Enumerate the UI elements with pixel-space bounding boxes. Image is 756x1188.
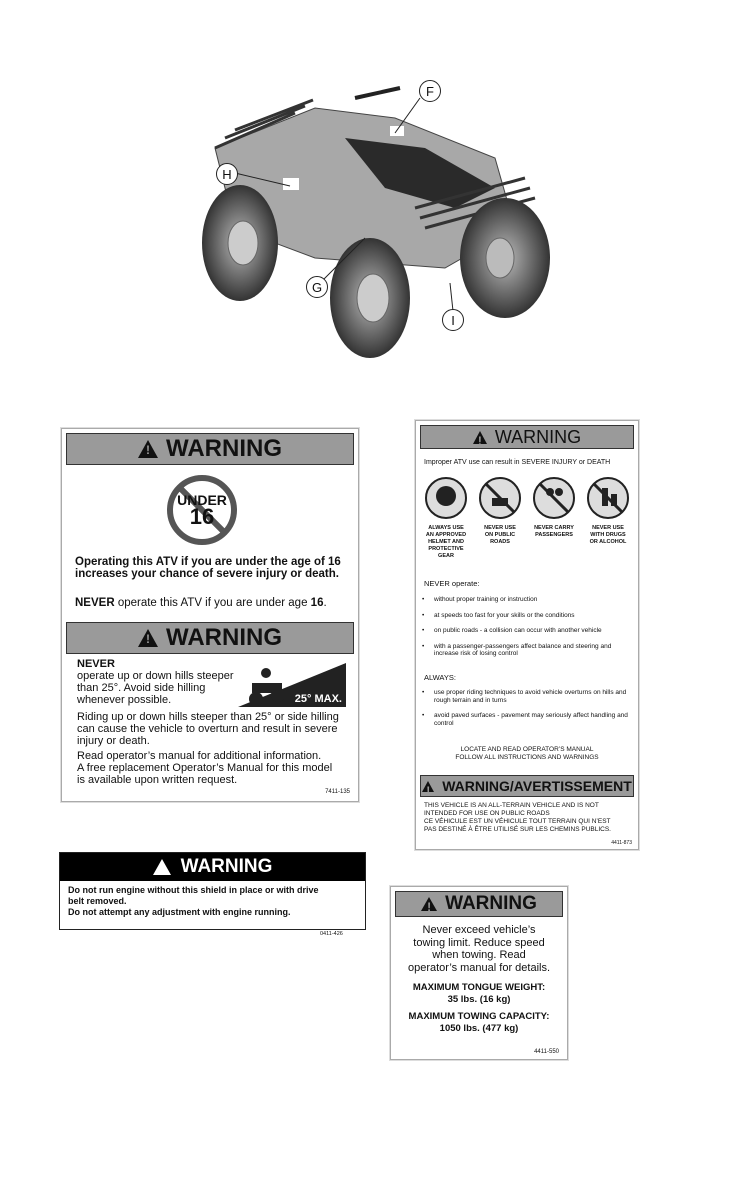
bilingual-line: INTENDED FOR USE ON PUBLIC ROADS [424,810,550,817]
always-list [420,689,632,735]
locate-line: FOLLOW ALL INSTRUCTIONS AND WARNINGS [455,753,599,761]
age-number: 16 [189,504,215,529]
part-number: 7411-135 [325,789,350,795]
hill-paragraph [77,711,339,747]
under-text: UNDER [177,492,227,508]
never-word: NEVER [75,597,115,609]
towing-line: when towing. Read [432,949,526,961]
no-road-picto [474,476,526,560]
capacity-value: 1050 lbs. (477 kg) [439,1023,519,1034]
never-heading: NEVER operate: [424,579,480,588]
towing-text [391,924,567,974]
caption-line: NEVER USE [592,525,624,531]
warning-header [420,425,634,449]
warning-header [66,433,354,465]
warning-triangle-icon [138,440,158,458]
no-passengers-icon [532,476,576,520]
bilingual-line: CE VÉHICULE EST UN VÉHICULE TOUT TERRAIN QUI N’EST [424,818,611,825]
shield-header [60,853,365,881]
never-item: • with a passenger-passengers affect balance and steering and increase risk of losing control [420,643,632,658]
caption-line: ALWAYS USE [428,525,464,531]
warning-header-2 [66,622,354,654]
bilingual-line: PAS DESTINÉ À ÊTRE UTILISÉ SUR LES CHEMINS PUBLICS. [424,826,611,833]
caption-line: WITH DRUGS [590,532,626,538]
always-item: • avoid paved surfaces - pavement may seriously affect handling and control [420,712,632,727]
atv-drawing [195,78,555,363]
never-end: . [323,597,327,609]
never-age-line [75,597,327,609]
shield-header-text: WARNING [180,856,273,877]
bilingual-text [424,802,611,834]
locate-line: LOCATE AND READ OPERATOR’S MANUAL [460,746,594,753]
hill-warning-text [77,658,234,706]
callout-f: F [419,80,441,102]
callout-g: G [306,276,328,298]
hill-never: NEVER [77,658,115,670]
shield-line: Do not attempt any adjustment with engine running. [68,907,291,917]
picto-caption [582,525,634,546]
para2-line-3: is available upon written request. [77,774,238,786]
caption-line: ROADS [490,539,510,545]
no-drugs-alcohol-icon [586,476,630,520]
warning-avertissement-header [420,775,634,797]
part-number: 4411-550 [534,1049,559,1055]
never-age: 16 [310,597,324,609]
warning-header-text: WARNING [445,893,537,914]
age-warning-line-2: increases your chance of severe injury or death. [75,568,339,580]
caption-line: GEAR [438,553,454,559]
para1-line-1: Riding up or down hills steeper than 25° or side hilling [77,711,339,723]
manual-paragraph [77,750,332,786]
callout-h: H [216,163,238,185]
warning-header-2-text: WARNING [166,624,282,651]
pictogram-row [420,476,634,560]
warning-avertissement-text: WARNING/AVERTISSEMENT [442,778,632,794]
always-heading: ALWAYS: [424,673,456,682]
shield-line: belt removed. [68,896,127,906]
picto-caption [474,525,526,546]
helmet-icon [424,476,468,520]
slope-label: 25° MAX. [294,693,342,705]
shield-warning-label [59,852,366,930]
picto-caption [420,525,472,560]
shield-text [60,881,365,922]
never-rest: operate this ATV if you are under age [114,597,311,609]
shield-line: Do not run engine without this shield in place or with drive [68,885,319,895]
warning-triangle-icon [473,431,487,444]
bilingual-line: THIS VEHICLE IS AN ALL-TERRAIN VEHICLE AND IS NOT [424,802,599,809]
locate-text [416,746,638,761]
warning-header-text: WARNING [166,435,282,462]
caption-line: OR ALCOHOL [589,539,627,545]
never-item: • without proper training or instruction [420,596,632,604]
age-warning-line-1: Operating this ATV if you are under the age of 16 [75,556,341,568]
never-item: • at speeds too fast for your skills or the conditions [420,612,632,620]
hill-line-1: operate up or down hills steeper [77,670,234,682]
intro-text: Improper ATV use can result in SEVERE INJURY or DEATH [424,459,611,466]
helmet-picto [420,476,472,560]
para2-line-1: Read operator’s manual for additional information. [77,750,322,762]
no-public-road-icon [478,476,522,520]
age-warning-text [75,556,341,580]
callout-i: I [442,309,464,331]
hill-line-3: whenever possible. [77,694,172,706]
atv-illustration [195,78,555,363]
under-16-sign [166,474,238,546]
warning-triangle-icon [422,781,434,792]
tongue-weight [391,982,567,1006]
caption-line: AN APPROVED [425,532,467,538]
towing-warning-label [390,886,568,1060]
warning-header-text: WARNING [494,426,582,447]
never-item: • on public roads - a collision can occur with another vehicle [420,627,632,635]
towing-line: towing limit. Reduce speed [413,936,545,949]
towing-line: Never exceed vehicle’s [422,924,536,936]
warning-triangle-icon [138,629,158,647]
caption-line: ON PUBLIC [484,532,516,538]
warning-triangle-icon [153,859,171,875]
caption-line: PASSENGERS [535,532,573,538]
age-hill-warning-label [61,428,359,802]
tongue-label: MAXIMUM TONGUE WEIGHT: [412,982,546,993]
never-list [420,596,632,666]
caption-line: NEVER CARRY [534,525,574,531]
tongue-value: 35 lbs. (16 kg) [447,994,511,1005]
para1-line-3: injury or death. [77,735,150,747]
caption-line: HELMET AND [428,539,464,545]
warning-header [395,891,563,917]
no-passenger-picto [528,476,580,560]
picto-caption [528,525,580,539]
no-drugs-picto [582,476,634,560]
caption-line: NEVER USE [484,525,516,531]
towing-capacity [391,1011,567,1035]
para2-line-2: A free replacement Operator’s Manual for this model [77,762,333,774]
misuse-warning-label [415,420,639,850]
always-item: • use proper riding techniques to avoid vehicle overturns on hills and rough terrain and in turns [420,689,632,704]
para1-line-2: can cause the vehicle to overturn and result in severe [77,723,338,735]
hill-line-2: than 25°. Avoid side hilling [77,682,206,694]
capacity-label: MAXIMUM TOWING CAPACITY: [408,1011,550,1022]
towing-line: operator’s manual for details. [407,961,551,974]
warning-triangle-icon [421,897,437,911]
part-number: 4411-873 [611,840,632,846]
slope-pictogram [238,659,346,709]
shield-part-number: 0411-426 [320,931,343,937]
caption-line: PROTECTIVE [428,546,464,552]
